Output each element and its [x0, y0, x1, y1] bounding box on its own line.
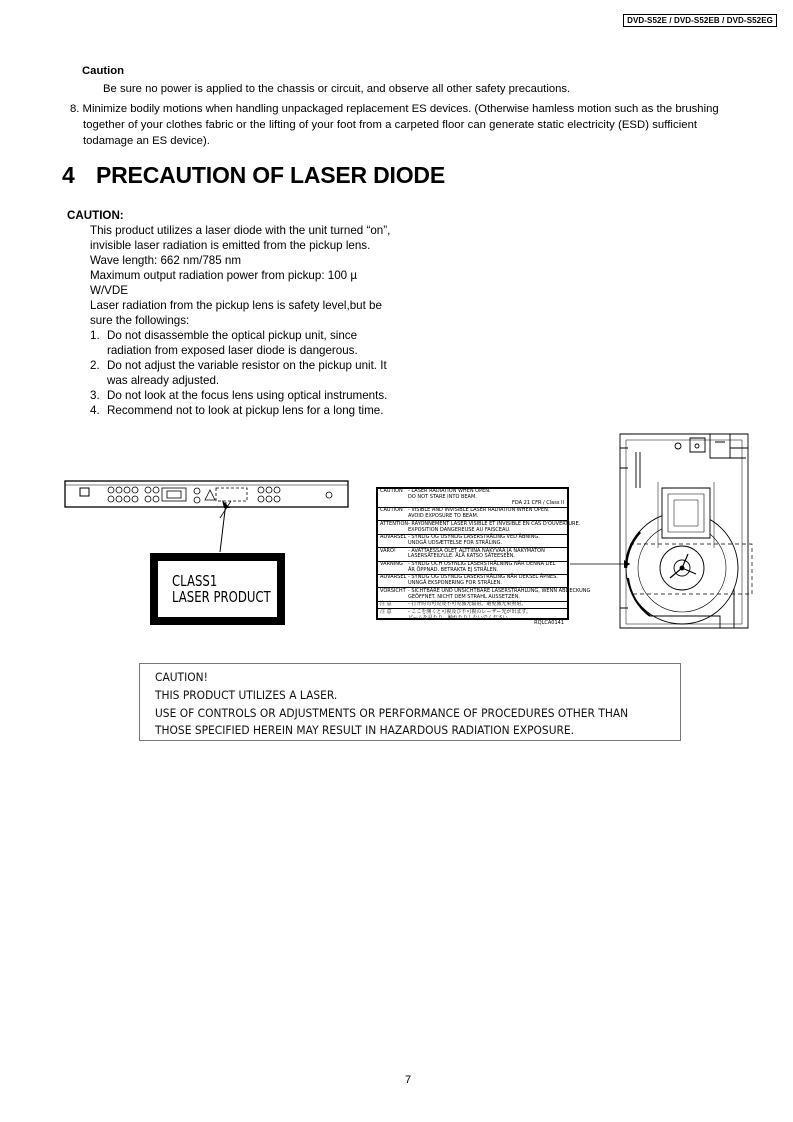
- row-text: - 打开时有可见及不可见激光辐射。避免激光束照射。: [408, 601, 527, 608]
- item-number: 2.: [90, 359, 100, 372]
- item8-line2: together of your clothes fabric or the lifting of your foot from a carpeted floor can generate static electricity (ESD) sufficient: [83, 119, 698, 131]
- caution-item: [90, 358, 390, 373]
- label-frame: [158, 561, 277, 617]
- caution-heading: Caution: [82, 65, 125, 77]
- row-key: CAUTION: [380, 507, 403, 514]
- section-heading: [62, 162, 445, 189]
- warning-row: [378, 554, 567, 560]
- row-key: CAUTION: [380, 488, 403, 494]
- row-text: - LASER RADIATION WHEN OPEN.: [408, 488, 491, 494]
- model-header: DVD-S52E / DVD-S52EB / DVD-S52EG: [623, 14, 777, 27]
- row-text: ÄR ÖPPNAD. BETRAKTA EJ STRÅLEN.: [408, 566, 499, 573]
- warning-row: [378, 528, 567, 534]
- caution-line: Laser radiation from the pickup lens is safety level,but be: [90, 299, 382, 312]
- row-key: ADVARSEL: [380, 534, 407, 541]
- warning-row: [378, 602, 567, 608]
- row-key: ATTENTION: [380, 520, 409, 527]
- row-key: 注 意: [380, 601, 392, 608]
- label-code: RQLCA0141: [534, 620, 564, 627]
- row-text: - AVATTAESSA OLET ALTTIINA NÄKYVÄÄ JA NÄKYMÄTÖN: [408, 547, 545, 554]
- caution-line: sure the followings:: [90, 314, 190, 327]
- row-text: - SICHTBARE UND UNSICHTBARE LASERSTRAHLUNG, WENN ABDECKUNG: [408, 587, 591, 594]
- row-text: - VISIBLE AND INVISIBLE LASER RADIATION WHEN OPEN.: [408, 507, 550, 514]
- laser-warning-box: [139, 663, 681, 741]
- rear-panel-drawing: [64, 478, 354, 518]
- item-text: Do not disassemble the optical pickup unit, since: [107, 329, 358, 342]
- row-text: - SYNLIG OG USYNLIG LASERSTRÅLING VED ÅBNING.: [408, 534, 540, 541]
- caution-line: This product utilizes a laser diode with the unit turned “on”,: [90, 224, 391, 237]
- row-text: UNNGÅ EKSPONERING FOR STRÅLEN.: [408, 580, 502, 587]
- row-key: ADVARSEL: [380, 574, 407, 581]
- item-text: Do not adjust the variable resistor on the pickup unit. It: [107, 359, 387, 372]
- item-number: 4.: [90, 404, 100, 417]
- section-number: 4: [62, 162, 75, 188]
- class1-laser-label: [150, 553, 285, 625]
- row-key: VORSICHT: [380, 587, 406, 594]
- item8-line1: 8. Minimize bodily motions when handling unpackaged replacement ES devices. (Otherwise hamless motion such as the brushing: [70, 103, 719, 115]
- row-text: - ここを開くと可視及び不可視のレーザー光が出ます。: [408, 608, 531, 615]
- caution-line: W/VDE: [90, 284, 129, 297]
- row-key: VARO!: [380, 547, 396, 554]
- row-key: VARNING: [380, 560, 403, 567]
- row-text: GEÖFFNET. NICHT DEM STRAHL AUSSETZEN.: [408, 593, 520, 600]
- warning-row: [378, 514, 567, 520]
- item8-line3: todamage an ES device).: [83, 135, 210, 147]
- row-text: AVOID EXPOSURE TO BEAM.: [408, 513, 479, 520]
- item-text-cont: radiation from exposed laser diode is dangerous.: [107, 344, 358, 357]
- caution-label: CAUTION:: [67, 209, 124, 222]
- laser-product-text: LASER PRODUCT: [172, 588, 271, 606]
- row-key: 注 意: [380, 608, 392, 615]
- caution-item: [90, 388, 390, 403]
- pointer-arrow: [212, 500, 242, 555]
- warning-row: [378, 541, 567, 547]
- warning-row: [378, 568, 567, 574]
- caution-line: invisible laser radiation is emitted from the pickup lens.: [90, 239, 371, 252]
- caution-item: [90, 403, 390, 418]
- row-text: - RAYONNEMENT LASER VISIBLE ET INVISIBLE EN CAS D'OUVERTURE.: [408, 520, 581, 527]
- warning-row: [378, 595, 567, 601]
- row-text: DO NOT STARE INTO BEAM.: [408, 493, 477, 500]
- row-text: - SYNLIG OCH OSYNLIG LASERSTRÅLNING NÄR DENNA DEL: [408, 560, 556, 567]
- section-title: PRECAUTION OF LASER DIODE: [96, 162, 445, 188]
- row-text: - SYNLIG OG USYNLIG LASERSTRÅLING NÅR DEKSEL ÅPNES.: [408, 574, 558, 581]
- row-text: LASERSÄTEILYLLE. ÄLÄ KATSO SÄTEESEEN.: [408, 553, 515, 560]
- laser-warning-label: [376, 487, 591, 627]
- page-number: 7: [405, 1074, 412, 1086]
- item-number: 1.: [90, 329, 100, 342]
- caution-text: Be sure no power is applied to the chassis or circuit, and observe all other safety precautions.: [103, 83, 571, 95]
- item-number: 3.: [90, 389, 100, 402]
- warning-line: THIS PRODUCT UTILIZES A LASER.: [155, 688, 338, 702]
- caution-line: Maximum output radiation power from pickup: 100 µ: [90, 269, 358, 282]
- row-text: ビームを見たり、触れたりしないでください。: [408, 614, 513, 621]
- row-text: UNDGÅ UDSÆTTELSE FOR STRÅLING.: [408, 540, 503, 547]
- class1-text: CLASS1: [172, 572, 218, 590]
- item-text: Recommend not to look at pickup lens for a long time.: [107, 404, 384, 417]
- caution-body: [90, 223, 390, 418]
- item-text: Do not look at the focus lens using optical instruments.: [107, 389, 388, 402]
- warning-line: CAUTION!: [155, 670, 208, 684]
- row-text: EXPOSITION DANGEREUSE AU FAISCEAU.: [408, 526, 511, 533]
- caution-item: [90, 328, 390, 343]
- warning-line: USE OF CONTROLS OR ADJUSTMENTS OR PERFORMANCE OF PROCEDURES OTHER THAN: [155, 706, 629, 720]
- pickup-mechanism-drawing: [570, 428, 770, 650]
- caution-line: Wave length: 662 nm/785 nm: [90, 254, 242, 267]
- warning-row: [378, 581, 567, 587]
- warning-line: THOSE SPECIFIED HEREIN MAY RESULT IN HAZARDOUS RADIATION EXPOSURE.: [155, 723, 575, 737]
- fda-note: FDA 21 CFR / Class II: [512, 499, 564, 506]
- item-text-cont: was already adjusted.: [107, 374, 220, 387]
